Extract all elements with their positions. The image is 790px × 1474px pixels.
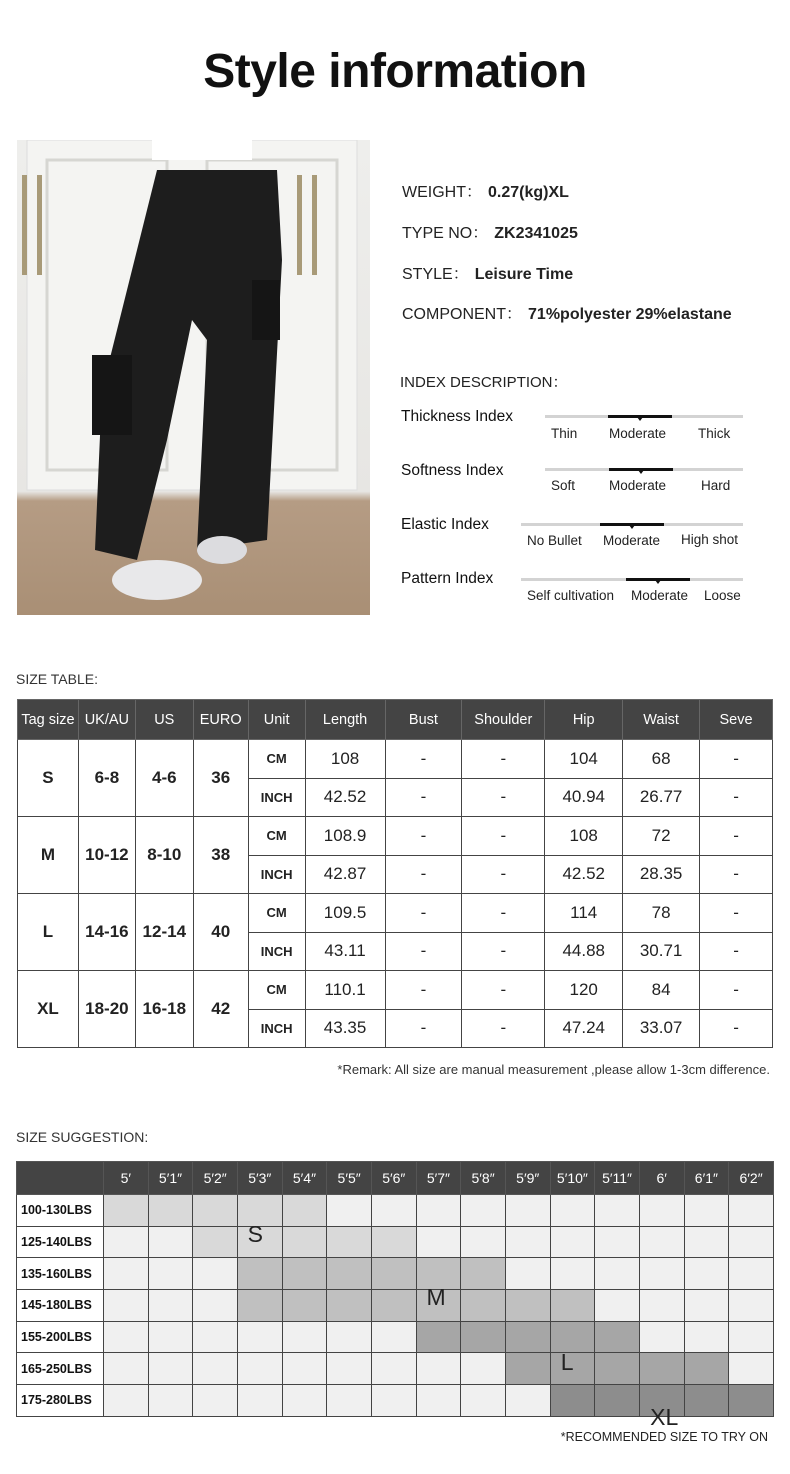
spec-label: STYLE： <box>402 266 469 283</box>
measure-cell: 108 <box>545 817 623 856</box>
grid-cell <box>104 1353 149 1385</box>
height-header: 5′ <box>104 1162 149 1195</box>
unit-cell: CM <box>248 740 305 779</box>
column-header: Seve <box>700 700 773 740</box>
grid-cell <box>729 1290 774 1322</box>
measure-cell: 28.35 <box>623 855 700 894</box>
measure-cell: - <box>700 1009 773 1048</box>
table-row <box>18 740 773 779</box>
spec-label: WEIGHT： <box>402 184 482 201</box>
measure-cell: 110.1 <box>305 971 385 1010</box>
grid-cell-l <box>595 1353 640 1385</box>
grid-cell <box>327 1385 372 1417</box>
grid-cell <box>550 1258 595 1290</box>
unit-cell: INCH <box>248 1009 305 1048</box>
grid-cell <box>371 1385 416 1417</box>
grid-cell-xl <box>550 1385 595 1417</box>
measure-cell: - <box>700 855 773 894</box>
height-header: 5′9″ <box>505 1162 550 1195</box>
height-header: 5′2″ <box>193 1162 238 1195</box>
height-header: 6′1″ <box>684 1162 729 1195</box>
size-zone-label: M <box>426 1283 446 1310</box>
grid-cell <box>684 1258 729 1290</box>
spec-style <box>402 261 573 284</box>
measure-cell: 120 <box>545 971 623 1010</box>
grid-cell <box>505 1195 550 1227</box>
size-suggestion-header <box>17 1162 774 1195</box>
measure-cell: - <box>700 817 773 856</box>
size-uk: 18-20 <box>78 971 135 1048</box>
marker-icon <box>655 580 661 584</box>
unit-cell: INCH <box>248 932 305 971</box>
grid-cell <box>595 1195 640 1227</box>
grid-cell-s <box>193 1226 238 1258</box>
page-title: Style information <box>203 45 587 98</box>
size-tag: M <box>18 817 79 894</box>
measure-cell: - <box>462 894 545 933</box>
grid-cell <box>193 1353 238 1385</box>
size-suggestion-grid <box>16 1161 774 1417</box>
grid-cell-m <box>237 1290 282 1322</box>
corner-cell <box>17 1162 104 1195</box>
column-header: Length <box>305 700 385 740</box>
measure-cell: - <box>385 778 462 817</box>
grid-cell-l <box>505 1321 550 1353</box>
measure-cell: - <box>385 971 462 1010</box>
grid-cell <box>104 1385 149 1417</box>
index-description-title: INDEX DESCRIPTION： <box>400 374 568 391</box>
grid-cell-m <box>550 1290 595 1322</box>
grid-cell <box>639 1258 684 1290</box>
grid-cell-m <box>327 1290 372 1322</box>
grid-cell <box>193 1321 238 1353</box>
grid-cell <box>684 1321 729 1353</box>
measure-cell: - <box>700 971 773 1010</box>
height-header: 5′5″ <box>327 1162 372 1195</box>
table-row <box>18 817 773 856</box>
option-label: Moderate <box>609 426 667 441</box>
spec-weight <box>402 179 569 202</box>
grid-cell-l <box>461 1321 506 1353</box>
grid-cell <box>327 1353 372 1385</box>
grid-cell <box>595 1226 640 1258</box>
grid-cell <box>461 1353 506 1385</box>
softness-index-label: Softness Index <box>401 462 504 479</box>
measure-cell: - <box>385 932 462 971</box>
measure-cell: 72 <box>623 817 700 856</box>
grid-cell-m <box>327 1258 372 1290</box>
pattern-index-label: Pattern Index <box>401 570 494 587</box>
weight-row <box>17 1290 774 1322</box>
measure-cell: - <box>462 817 545 856</box>
height-header: 6′ <box>639 1162 684 1195</box>
size-zone-label: L <box>560 1348 574 1375</box>
spec-value: 0.27(kg)XL <box>488 184 569 201</box>
grid-cell <box>148 1353 193 1385</box>
measure-cell: 44.88 <box>545 932 623 971</box>
grid-cell <box>148 1258 193 1290</box>
grid-cell <box>282 1353 327 1385</box>
height-header: 5′6″ <box>371 1162 416 1195</box>
measure-cell: 42.52 <box>545 855 623 894</box>
option-label: Soft <box>551 478 576 493</box>
size-table <box>17 699 773 1048</box>
option-label: High shot <box>681 532 739 547</box>
size-us: 16-18 <box>135 971 193 1048</box>
column-header: Unit <box>248 700 305 740</box>
height-header: 5′3″ <box>237 1162 282 1195</box>
grid-cell <box>505 1226 550 1258</box>
measure-cell: 68 <box>623 740 700 779</box>
size-us: 4-6 <box>135 740 193 817</box>
measure-cell: 40.94 <box>545 778 623 817</box>
grid-cell-m <box>371 1290 416 1322</box>
grid-cell <box>148 1226 193 1258</box>
grid-cell-l <box>639 1353 684 1385</box>
grid-cell-s <box>193 1195 238 1227</box>
grid-cell-l <box>595 1321 640 1353</box>
weight-row <box>17 1195 774 1227</box>
grid-cell <box>193 1258 238 1290</box>
grid-cell <box>684 1226 729 1258</box>
grid-cell <box>505 1258 550 1290</box>
spec-component <box>402 301 732 324</box>
measure-cell: - <box>462 971 545 1010</box>
unit-cell: CM <box>248 894 305 933</box>
measure-cell: - <box>462 1009 545 1048</box>
size-euro: 36 <box>193 740 248 817</box>
column-header: EURO <box>193 700 248 740</box>
weight-row <box>17 1258 774 1290</box>
size-tag: XL <box>18 971 79 1048</box>
grid-cell <box>416 1195 461 1227</box>
grid-cell <box>104 1258 149 1290</box>
height-header: 5′4″ <box>282 1162 327 1195</box>
measure-cell: - <box>700 778 773 817</box>
option-label: Thick <box>698 426 731 441</box>
size-table-title: SIZE TABLE: <box>16 671 98 687</box>
size-zone-label: S <box>247 1220 263 1247</box>
spec-value: 71%polyester 29%elastane <box>528 306 732 323</box>
table-row <box>18 894 773 933</box>
grid-cell <box>416 1353 461 1385</box>
spec-label: TYPE NO： <box>402 225 489 242</box>
grid-cell-s <box>327 1226 372 1258</box>
measure-cell: 108 <box>305 740 385 779</box>
weight-row <box>17 1321 774 1353</box>
measure-cell: 47.24 <box>545 1009 623 1048</box>
column-header: UK/AU <box>78 700 135 740</box>
option-label: Hard <box>701 478 731 493</box>
size-table-header <box>18 700 773 740</box>
grid-cell-m <box>505 1290 550 1322</box>
grid-cell-m <box>461 1290 506 1322</box>
marker-icon <box>637 417 643 421</box>
grid-cell <box>729 1258 774 1290</box>
grid-cell <box>104 1321 149 1353</box>
grid-cell <box>371 1353 416 1385</box>
elastic-index-label: Elastic Index <box>401 516 489 533</box>
measure-cell: 114 <box>545 894 623 933</box>
grid-cell <box>684 1290 729 1322</box>
size-uk: 14-16 <box>78 894 135 971</box>
grid-cell-xl <box>729 1385 774 1417</box>
measure-cell: - <box>462 932 545 971</box>
size-us: 12-14 <box>135 894 193 971</box>
grid-cell <box>327 1195 372 1227</box>
option-label: Moderate <box>631 588 689 603</box>
size-euro: 42 <box>193 971 248 1048</box>
recommendation-note: *RECOMMENDED SIZE TO TRY ON <box>560 1430 768 1444</box>
measure-cell: 30.71 <box>623 932 700 971</box>
grid-cell <box>104 1226 149 1258</box>
grid-cell-s <box>282 1226 327 1258</box>
column-header: Shoulder <box>462 700 545 740</box>
unit-cell: INCH <box>248 855 305 894</box>
grid-cell-l <box>684 1353 729 1385</box>
measure-cell: - <box>385 894 462 933</box>
weight-label: 100-130LBS <box>17 1195 104 1227</box>
grid-cell <box>461 1385 506 1417</box>
weight-label: 155-200LBS <box>17 1321 104 1353</box>
grid-cell <box>729 1226 774 1258</box>
measure-cell: 78 <box>623 894 700 933</box>
grid-cell <box>729 1321 774 1353</box>
measure-cell: 109.5 <box>305 894 385 933</box>
grid-cell <box>461 1226 506 1258</box>
spec-value: Leisure Time <box>474 266 574 283</box>
grid-cell <box>104 1290 149 1322</box>
measure-cell: 42.87 <box>305 855 385 894</box>
grid-cell <box>237 1353 282 1385</box>
grid-cell <box>193 1385 238 1417</box>
unit-cell: CM <box>248 817 305 856</box>
grid-cell-s <box>104 1195 149 1227</box>
measure-cell: - <box>700 740 773 779</box>
height-header: 5′11″ <box>595 1162 640 1195</box>
size-zone-label: XL <box>650 1404 679 1431</box>
grid-cell <box>639 1290 684 1322</box>
grid-cell-l <box>505 1353 550 1385</box>
measure-cell: 42.52 <box>305 778 385 817</box>
grid-cell-m <box>282 1258 327 1290</box>
grid-cell <box>237 1385 282 1417</box>
grid-cell <box>639 1321 684 1353</box>
size-tag: L <box>18 894 79 971</box>
size-tag: S <box>18 740 79 817</box>
grid-cell <box>639 1195 684 1227</box>
grid-cell <box>148 1321 193 1353</box>
grid-cell <box>550 1195 595 1227</box>
grid-cell-xl <box>595 1385 640 1417</box>
column-header: US <box>135 700 193 740</box>
grid-cell-l <box>416 1321 461 1353</box>
weight-label: 125-140LBS <box>17 1226 104 1258</box>
grid-cell-s <box>371 1226 416 1258</box>
grid-cell <box>148 1385 193 1417</box>
measure-cell: - <box>385 1009 462 1048</box>
grid-cell <box>461 1195 506 1227</box>
grid-cell <box>416 1226 461 1258</box>
grid-cell <box>595 1258 640 1290</box>
size-remark: *Remark: All size are manual measurement ,please allow 1-3cm difference. <box>337 1062 770 1077</box>
grid-cell <box>148 1290 193 1322</box>
measure-cell: 33.07 <box>623 1009 700 1048</box>
size-euro: 38 <box>193 817 248 894</box>
column-header: Hip <box>545 700 623 740</box>
marker-icon <box>638 470 644 474</box>
measure-cell: 43.11 <box>305 932 385 971</box>
grid-cell <box>371 1321 416 1353</box>
size-uk: 10-12 <box>78 817 135 894</box>
option-label: Moderate <box>609 478 667 493</box>
measure-cell: 43.35 <box>305 1009 385 1048</box>
measure-cell: 84 <box>623 971 700 1010</box>
weight-label: 175-280LBS <box>17 1385 104 1417</box>
height-header: 6′2″ <box>729 1162 774 1195</box>
measure-cell: 26.77 <box>623 778 700 817</box>
option-label: Self cultivation <box>527 588 615 603</box>
measure-cell: - <box>385 855 462 894</box>
grid-cell-m <box>237 1258 282 1290</box>
option-label: Thin <box>551 426 578 441</box>
measure-cell: - <box>700 894 773 933</box>
grid-cell <box>193 1290 238 1322</box>
option-label: Moderate <box>603 533 661 548</box>
column-header: Tag size <box>18 700 79 740</box>
grid-cell <box>505 1385 550 1417</box>
weight-label: 165-250LBS <box>17 1353 104 1385</box>
size-us: 8-10 <box>135 817 193 894</box>
option-label: Loose <box>704 588 741 603</box>
measure-cell: - <box>700 932 773 971</box>
option-label: No Bullet <box>527 533 582 548</box>
size-uk: 6-8 <box>78 740 135 817</box>
measure-cell: - <box>462 740 545 779</box>
height-header: 5′1″ <box>148 1162 193 1195</box>
grid-cell <box>729 1353 774 1385</box>
measure-cell: - <box>385 740 462 779</box>
cargo-pants-image <box>17 140 370 615</box>
grid-cell <box>237 1321 282 1353</box>
grid-cell <box>327 1321 372 1353</box>
measure-cell: 108.9 <box>305 817 385 856</box>
grid-cell-s <box>282 1195 327 1227</box>
spec-label: COMPONENT： <box>402 306 523 323</box>
height-header: 5′10″ <box>550 1162 595 1195</box>
column-header: Bust <box>385 700 462 740</box>
weight-label: 145-180LBS <box>17 1290 104 1322</box>
measure-cell: 104 <box>545 740 623 779</box>
grid-cell <box>684 1195 729 1227</box>
spec-value: ZK2341025 <box>494 225 578 242</box>
unit-cell: INCH <box>248 778 305 817</box>
spec-type-no <box>402 220 578 243</box>
grid-cell <box>282 1385 327 1417</box>
height-header: 5′7″ <box>416 1162 461 1195</box>
weight-label: 135-160LBS <box>17 1258 104 1290</box>
grid-cell <box>729 1195 774 1227</box>
measure-cell: - <box>385 817 462 856</box>
height-header: 5′8″ <box>461 1162 506 1195</box>
grid-cell <box>282 1321 327 1353</box>
grid-cell <box>416 1385 461 1417</box>
column-header: Waist <box>623 700 700 740</box>
grid-cell-m <box>282 1290 327 1322</box>
grid-cell <box>595 1290 640 1322</box>
measure-cell: - <box>462 855 545 894</box>
grid-cell-xl <box>684 1385 729 1417</box>
size-euro: 40 <box>193 894 248 971</box>
product-photo <box>17 140 370 615</box>
weight-row <box>17 1226 774 1258</box>
table-row <box>18 971 773 1010</box>
unit-cell: CM <box>248 971 305 1010</box>
measure-cell: - <box>462 778 545 817</box>
grid-cell-s <box>148 1195 193 1227</box>
grid-cell <box>371 1195 416 1227</box>
grid-cell-m <box>371 1258 416 1290</box>
weight-row <box>17 1353 774 1385</box>
marker-icon <box>629 525 635 529</box>
size-suggestion-title: SIZE SUGGESTION: <box>16 1129 149 1145</box>
thickness-index-label: Thickness Index <box>401 408 513 425</box>
grid-cell <box>639 1226 684 1258</box>
grid-cell <box>550 1226 595 1258</box>
grid-cell-m <box>461 1258 506 1290</box>
